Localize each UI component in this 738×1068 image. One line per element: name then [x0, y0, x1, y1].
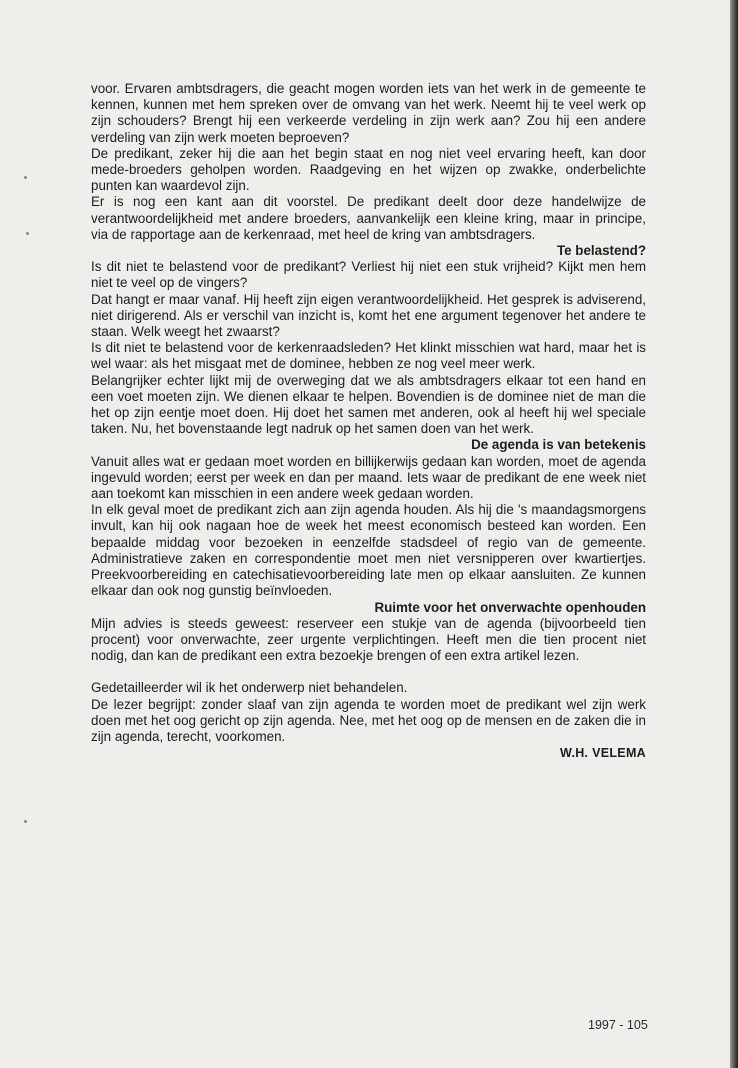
paragraph: Dat hangt er maar vanaf. Hij heeft zijn eigen verantwoordelijkheid. Het gesprek is adviserend, niet dirigerend. Als er verschil van inzicht is, komt het ene argument tegenover het andere te staan. Welk weegt het zwaarst? [91, 291, 646, 340]
paragraph: Belangrijker echter lijkt mij de overweging dat we als ambtsdragers elkaar tot een hand en een voet moeten zijn. We dienen elkaar te helpen. Bovendien is de dominee niet de man die het op zijn eentje moet doen. Hij doet het samen met anderen, ook al heeft hij wel speciale taken. Nu, het bovenstaande legt nadruk op het samen doen van het werk. [91, 372, 646, 437]
section-heading-agenda: De agenda is van betekenis [471, 437, 646, 453]
paragraph: De predikant, zeker hij die aan het begin staat en nog niet veel ervaring heeft, kan door mede-broeders geholpen worden. Raadgeving en het wijzen op zwakke, onderbelichte punten kan waardevol zijn. [91, 145, 646, 194]
paragraph: Gedetailleerder wil ik het onderwerp niet behandelen. [91, 680, 408, 696]
paragraph: voor. Ervaren ambtsdragers, die geacht mogen worden iets van het werk in de gemeente te kennen, kunnen met hem spreken over de omvang van het werk. Neemt hij te veel werk op zijn schouders? Brengt hij een verkeerde verdeling in zijn werk aan? Zou hij een andere verdeling van zijn werk moeten beproeven? [91, 81, 646, 145]
page-number: 1997 - 105 [588, 1018, 648, 1032]
paragraph: Is dit niet te belastend voor de predikant? Verliest hij niet een stuk vrijheid? Kijkt men hem niet te veel op de vingers? [91, 259, 646, 291]
paragraph: De lezer begrijpt: zonder slaaf van zijn agenda te worden moet de predikant wel zijn werk doen met het oog gericht op zijn agenda. Nee, met het oog op de mensen en de zaken die in zijn agenda, terecht, voorkomen. [91, 696, 646, 744]
paragraph: In elk geval moet de predikant zich aan zijn agenda houden. Als hij die 's maandagsmorgens invult, kan hij ook nagaan hoe de week het meest economisch besteed kan worden. Een bepaalde middag voor bezoeken in eenzelfde stadsdeel of regio van de gemeente. Administratieve zaken en correspondentie moet men niet versnipperen over kwartiertjes. Preekvoorbereiding en catechisatievoorbereiding late men op elkaar aansluiten. Ze kunnen elkaar dan ook nog gunstig beïnvloeden. [91, 502, 646, 599]
section-heading-belastend: Te belastend? [556, 243, 646, 259]
section-heading-ruimte: Ruimte voor het onverwachte openhouden [374, 599, 646, 615]
article-body [91, 81, 646, 761]
paragraph: Er is nog een kant aan dit voorstel. De predikant deelt door deze handelwijze de verantwoordelijkheid met andere broeders, aanvankelijk een kleine kring, maar in principe, via de rapportage aan de kerkenraad, met heel de kring van ambtsdragers. [91, 194, 646, 242]
paragraph: Vanuit alles wat er gedaan moet worden en billijkerwijs gedaan kan worden, moet de agenda ingevuld worden; eerst per week en dan per maand. Iets waar de predikant de ene week niet aan toekomt kan misschien in een andere week gedaan worden. [91, 453, 646, 502]
scan-edge [730, 0, 738, 1068]
scan-speck [24, 820, 27, 823]
author-signature: W.H. VELEMA [560, 746, 646, 761]
scan-speck [26, 232, 29, 235]
paragraph: Mijn advies is steeds geweest: reserveer een stukje van de agenda (bijvoorbeeld tien procent) voor onverwachte, zeer urgente verplichtingen. Heeft men die tien procent niet nodig, dan kan de predikant een extra bezoekje brengen of een extra artikel lezen. [91, 615, 646, 664]
scan-speck [24, 176, 27, 179]
paragraph: Is dit niet te belastend voor de kerkenraadsleden? Het klinkt misschien wat hard, maar het is wel waar: als het misgaat met de dominee, hebben ze nog veel meer werk. [91, 340, 646, 372]
